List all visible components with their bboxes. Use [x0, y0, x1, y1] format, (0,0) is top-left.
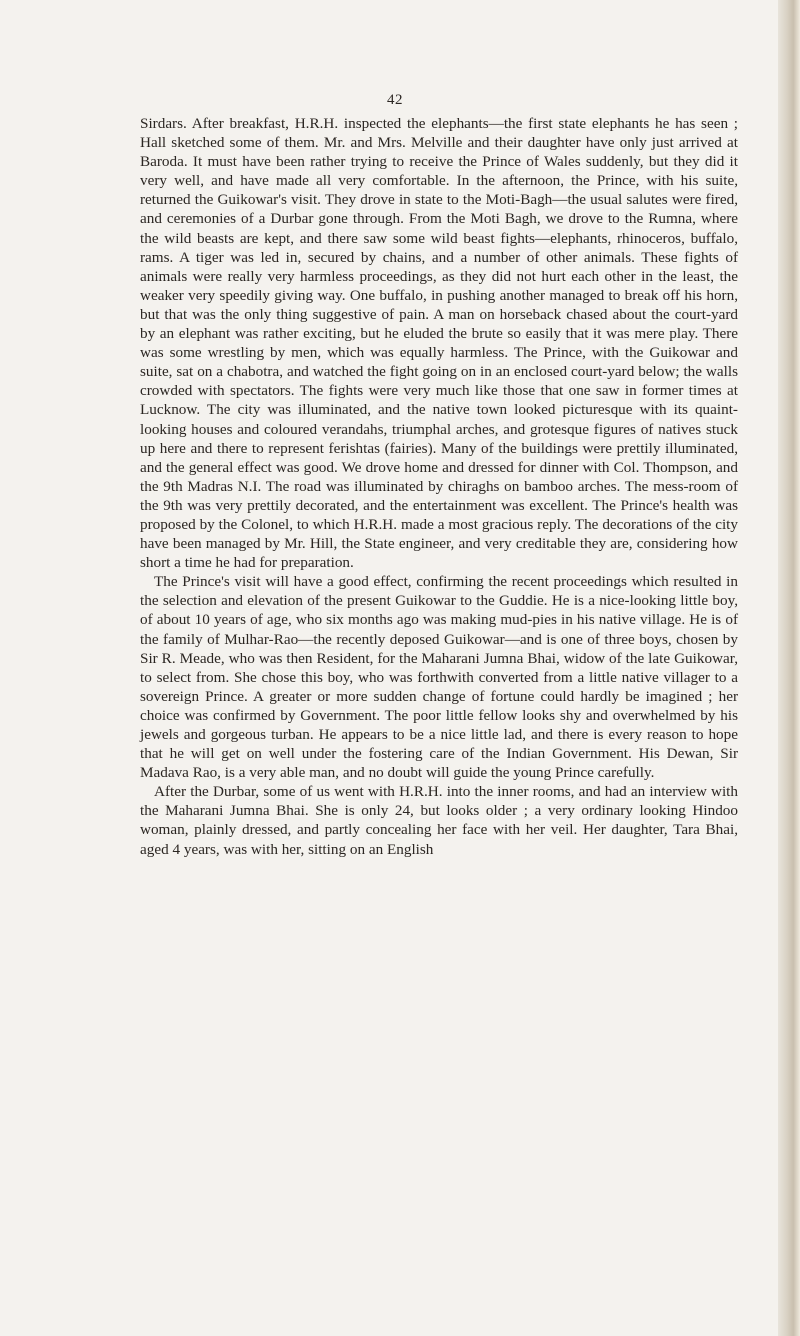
paragraph-1: Sirdars. After breakfast, H.R.H. inspected the elephants—the first state elephants he has seen ; Hall sketched some of them. Mr. and Mrs. Melville and their daughter have only just arrived at Baroda. It must have been rather trying to receive the Prince of Wales suddenly, but they did it very well, and have made all very comfortable. In the afternoon, the Prince, with his suite, returned the Guikowar's visit. They drove in state to the Moti-Bagh—the usual salutes were fired, and ceremonies of a Durbar gone through. From the Moti Bagh, we drove to the Rumna, where the wild beasts are kept, and there saw some wild beast fights—elephants, rhinoceros, buffalo, rams. A tiger was led in, secured by chains, and a number of other animals. These fights of animals were really very harmless proceedings, as they did not hurt each other in the least, the weaker very speedily giving way. One buffalo, in pushing another managed to break off his horn, but that was the only thing suggestive of pain. A man on horseback chased about the court-yard by an elephant was rather exciting, but he eluded the brute so easily that it was mere play. There was some wrestling by men, which was equally harmless. The Prince, with the Guikowar and suite, sat on a chabotra, and watched the fight going on in an enclosed court-yard below; the walls crowded with spectators. The fights were very much like those that one saw in former times at Lucknow. The city was illuminated, and the native town looked picturesque with its quaint-looking houses and coloured verandahs, triumphal arches, and grotesque figures of natives stuck up here and there to represent ferishtas (fairies). Many of the buildings were prettily illuminated, and the general effect was good. We drove home and dressed for dinner with Col. Thompson, and the 9th Madras N.I. The road was illuminated by chiraghs on bamboo arches. The mess-room of the 9th was very prettily decorated, and the entertainment was excellent. The Prince's health was proposed by the Colonel, to which H.R.H. made a most gracious reply. The decorations of the city have been managed by Mr. Hill, the State engineer, and very creditable they are, considering how short a time he had for preparation.: [140, 115, 738, 572]
page-number: 42: [387, 92, 403, 108]
page-edge: [778, 0, 800, 1336]
paragraph-3: After the Durbar, some of us went with H.R.H. into the inner rooms, and had an interview with the Maharani Jumna Bhai. She is only 24, but looks older ; a very ordinary looking Hindoo woman, plainly dressed, and partly concealing her face with her veil. Her daughter, Tara Bhai, aged 4 years, was with her, sitting on an English: [140, 783, 738, 858]
paragraph-2: The Prince's visit will have a good effect, confirming the recent proceedings which resulted in the selection and elevation of the present Guikowar to the Guddie. He is a nice-looking little boy, of about 10 years of age, who six months ago was making mud-pies in his native village. He is of the family of Mulhar-Rao—the recently deposed Guikowar—and is one of three boys, chosen by Sir R. Meade, who was then Resident, for the Maharani Jumna Bhai, widow of the late Guikowar, to select from. She chose this boy, who was forthwith converted from a little native villager to a sovereign Prince. A greater or more sudden change of fortune could hardly be imagined ; her choice was confirmed by Government. The poor little fellow looks shy and overwhelmed by his jewels and gorgeous turban. He appears to be a nice little lad, and there is every reason to hope that he will get on well under the fostering care of the Indian Government. His Dewan, Sir Madava Rao, is a very able man, and no doubt will guide the young Prince carefully.: [140, 573, 738, 782]
body-text: [140, 114, 738, 859]
